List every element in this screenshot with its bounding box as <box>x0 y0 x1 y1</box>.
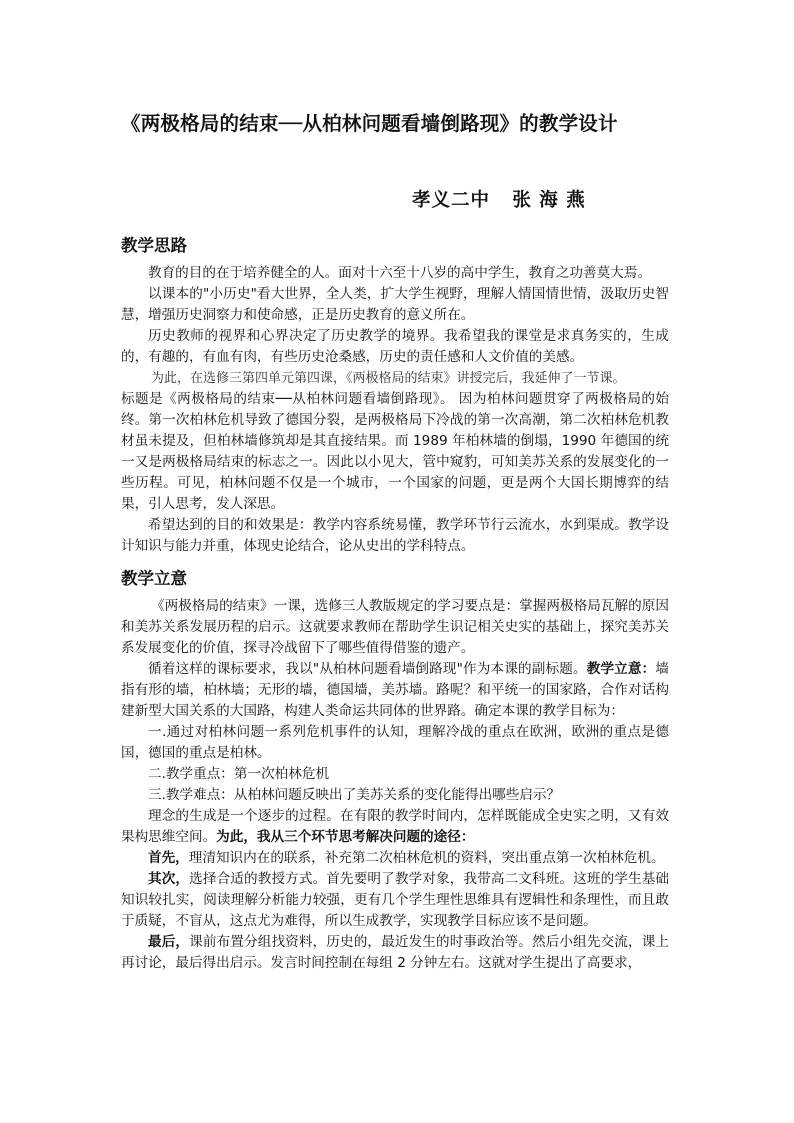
section-body-teaching-idea <box>121 263 669 557</box>
goal-item: 二.教学重点：第一次柏林危机 <box>148 766 330 782</box>
paragraph <box>121 869 669 932</box>
paragraph <box>121 659 669 722</box>
author-line: 孝义二中 张 海 燕 <box>412 190 586 211</box>
section-body-teaching-intent <box>121 596 669 974</box>
paragraph: 以课本的"小历史"看大世界，全人类，扩大学生视野，理解人情国情世情，汲取历史智慧，增强历史洞察力和使命感，正是历史教育的意义所在。 <box>121 286 669 323</box>
bold-label: 首先， <box>148 850 189 866</box>
bold-text: 为此，我从三个环节思考解决问题的途径： <box>216 829 475 845</box>
paragraph-text: 选择合适的教授方式。首先要明了教学对象，我带高二文科班。这班的学生基础知识较扎实，阅读理解分析能力较强，更有几个学生理性思维具有逻辑性和条理性，而且敢于质疑，不盲从，这点尤为难得，所以生成教学，实现教学目标应该不是问题。 <box>121 871 670 929</box>
paragraph: 《两极格局的结束》一课，选修三人教版规定的学习要点是：掌握两极格局瓦解的原因和美苏关系发展历程的启示。这就要求教师在帮助学生识记相关史实的基础上，探究美苏关系发展变化的价值，探寻冷战留下了哪些值得借鉴的遗产。 <box>121 598 669 656</box>
goal-item: 三.教学难点：从柏林问题反映出了美苏关系的变化能得出哪些启示？ <box>148 787 561 803</box>
goal-item: 一.通过对柏林问题一系列危机事件的认知，理解冷战的重点在欧洲，欧洲的重点是德国，德国的重点是柏林。 <box>121 724 669 761</box>
paragraph-text: 循着这样的课标要求，我以"从柏林问题看墙倒路现"作为本课的副标题。 <box>148 661 587 677</box>
paragraph-text: 墙指有形的墙，柏林墙；无形的墙，德国墙，美苏墙。路呢？和平统一的国家路，合作对话构建新型大国关系的大国路，构建人类命运共同体的世界路。确定本课的教学目标为： <box>121 661 669 719</box>
paragraph-text: 理念的生成是一个逐步的过程。在有限的教学时间内，怎样既能成全史实之明，又有效果构思维空间。 <box>121 808 669 845</box>
paragraph: 历史教师的视界和心界决定了历史教学的境界。我希望我的课堂是求真务实的，生成的，有趣的，有血有肉，有些历史沧桑感，历史的责任感和人文价值的美感。 <box>121 328 669 365</box>
bold-label: 其次， <box>148 871 190 887</box>
document-title: 《两极格局的结束──从柏林问题看墙倒路现》的教学设计 <box>121 112 618 135</box>
paragraph: 教育的目的在于培养健全的人。面对十六至十八岁的高中学生，教育之功善莫大焉。 <box>148 265 651 281</box>
paragraph-text: 理清知识内在的联系，补充第二次柏林危机的资料，突出重点第一次柏林危机。 <box>188 850 665 866</box>
paragraph: 为此，在选修三第四单元第四课，《两极格局的结束》讲授完后，我延伸了一节课。 <box>151 371 626 386</box>
paragraph: 标题是《两极格局的结束──从柏林问题看墙倒路现》。 因为柏林问题贯穿了两极格局的始终。第一次柏林危机导致了德国分裂，是两极格局下冷战的第一次高潮，第二次柏林危机教材虽未提及，但柏林墙修筑却是其直接结果。而 1989 年柏林墙的倒塌，1990 年德国的统一又是两极格局结束的标志之一。因此以小见大，管中窥豹，可知美苏关系的发展变化的一些历程。可见，柏林问题不仅是一个城市，一个国家的问题，更是两个大国长期博弈的结果，引人思考，发人深思。 <box>121 391 669 512</box>
paragraph <box>121 848 669 869</box>
paragraph-text: 课前布置分组找资料，历史的，最近发生的时事政治等。然后小组先交流，课上再讨论，最后得出启示。发言时间控制在每组 2 分钟左右。这就对学生提出了高要求， <box>121 934 670 971</box>
section-heading-teaching-intent: 教学立意 <box>121 569 187 588</box>
bold-label: 最后， <box>148 934 190 950</box>
paragraph <box>121 806 669 848</box>
section-heading-teaching-idea: 教学思路 <box>121 236 187 255</box>
paragraph: 希望达到的目的和效果是：教学内容系统易懂，教学环节行云流水，水到渠成。教学设计知识与能力并重，体现史论结合，论从史出的学科特点。 <box>121 517 669 554</box>
paragraph <box>121 932 669 974</box>
bold-label: 教学立意： <box>586 661 656 677</box>
